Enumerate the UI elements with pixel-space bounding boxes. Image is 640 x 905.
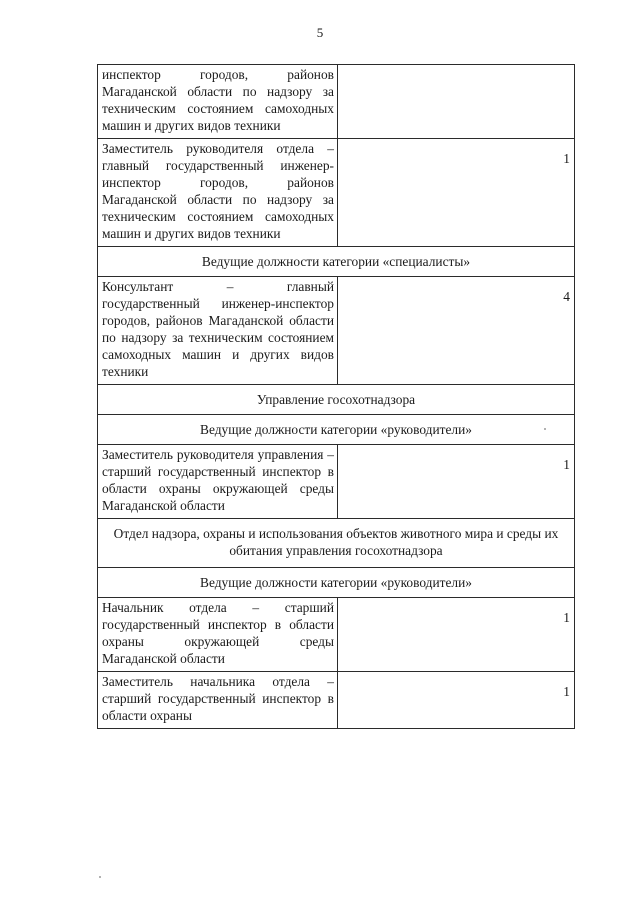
- section-heading: Отдел надзора, охраны и использования объектов животного мира и среды их обитания управления госохотнадзора: [98, 519, 575, 568]
- count-cell: [338, 65, 575, 139]
- table-row: [98, 415, 575, 445]
- position-cell: Заместитель руководителя управления – старший государственный инспектор в области охраны окружающей среды Магаданской области: [98, 445, 338, 519]
- count-cell: 1: [338, 139, 575, 247]
- table-row: [98, 568, 575, 598]
- section-heading: Ведущие должности категории «специалисты»: [98, 247, 575, 277]
- count-cell: 4: [338, 277, 575, 385]
- position-cell: Заместитель начальника отдела – старший государственный инспектор в области охраны: [98, 672, 338, 729]
- table-row: [98, 598, 575, 672]
- table-row: [98, 385, 575, 415]
- table-row: [98, 445, 575, 519]
- position-cell: инспектор городов, районов Магаданской области по надзору за техническим состоянием самоходных машин и других видов техники: [98, 65, 338, 139]
- staff-positions-table: [97, 64, 575, 729]
- count-cell: 1: [338, 598, 575, 672]
- page-number: 5: [316, 25, 324, 40]
- table-row: [98, 519, 575, 568]
- position-cell: Консультант – главный государственный инженер-инспектор городов, районов Магаданской области по надзору за техническим состоянием самоходных машин и других видов техники: [98, 277, 338, 385]
- table-row: [98, 672, 575, 729]
- scan-speck: [544, 428, 546, 430]
- section-heading: Управление госохотнадзора: [98, 385, 575, 415]
- count-cell: 1: [338, 445, 575, 519]
- count-cell: 1: [338, 672, 575, 729]
- scan-speck: [99, 876, 101, 878]
- table-row: [98, 277, 575, 385]
- section-heading: Ведущие должности категории «руководители»: [98, 568, 575, 598]
- table-row: [98, 139, 575, 247]
- table-row: [98, 247, 575, 277]
- position-cell: Начальник отдела – старший государственный инспектор в области охраны окружающей среды Магаданской области: [98, 598, 338, 672]
- position-cell: Заместитель руководителя отдела – главный государственный инженер-инспектор городов, районов Магаданской области по надзору за техническим состоянием самоходных машин и других видов техники: [98, 139, 338, 247]
- section-heading: Ведущие должности категории «руководители»: [98, 415, 575, 445]
- table-row: [98, 65, 575, 139]
